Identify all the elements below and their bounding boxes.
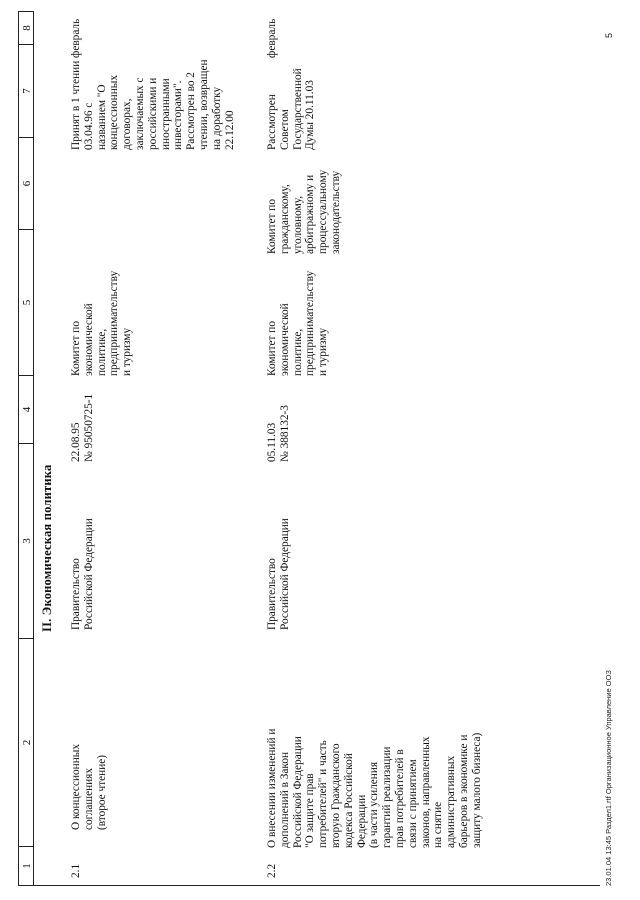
table-left-border bbox=[34, 885, 600, 886]
document-footer: 23.01.04 13:45 Раздел1.rtf Организационное Управление ООЗ bbox=[604, 670, 613, 886]
registration-info: 22.08.95 № 95050725-1 bbox=[70, 393, 95, 462]
bill-status: Принят в 1 чтении 03.04.96 с названием "О концессионных договорах, заключаемых с российскими и иностранными инвесторами". Рассмотрен во 2 чтении, возвращен на доработку 22.12.00 bbox=[70, 59, 236, 150]
responsible-committee: Комитет по экономической политике, предпринимательству и туризму bbox=[266, 270, 330, 376]
column-number-header bbox=[18, 11, 34, 886]
registration-info: 05.11.03 № 388132-3 bbox=[266, 405, 291, 462]
row-number: 2.1 bbox=[70, 863, 82, 878]
bill-author: Правительство Российской Федерации bbox=[266, 518, 291, 630]
header-cell: 8 bbox=[18, 11, 34, 44]
row-number: 2.2 bbox=[266, 863, 278, 878]
header-cell: 4 bbox=[18, 375, 34, 443]
header-cell: 1 bbox=[18, 846, 34, 886]
header-cell: 2 bbox=[18, 638, 34, 846]
schedule-month: февраль bbox=[266, 18, 278, 58]
bill-status: Рассмотрен Советом Государственной Думы 20.11.03 bbox=[266, 68, 317, 150]
schedule-month: февраль bbox=[70, 18, 82, 58]
section-title: II. Экономическая политика bbox=[40, 464, 54, 632]
header-cell: 7 bbox=[18, 44, 34, 137]
co-executor-committee: Комитет по гражданскому, уголовному, арбитражному и процессуальному законодательству bbox=[266, 169, 342, 254]
bill-title: О внесении изменений и дополнений в Закон Российской Федерации "О защите прав потребителей" и часть вторую Гражданского кодекса Российской Федерации (в части усиления гарантий реализации прав потребителей в связи с принятием законов, направленных на снятие административных барьеров в экономике и защиту малого бизнеса) bbox=[266, 728, 483, 848]
responsible-committee: Комитет по экономической политике, предпринимательству и туризму bbox=[70, 270, 134, 376]
bill-author: Правительство Российской Федерации bbox=[70, 518, 95, 630]
bill-title: О концессионных соглашениях (второе чтение) bbox=[70, 744, 108, 830]
page-number: 5 bbox=[604, 32, 614, 38]
header-cell: 5 bbox=[18, 229, 34, 375]
header-cell: 6 bbox=[18, 137, 34, 229]
header-cell: 3 bbox=[18, 443, 34, 638]
